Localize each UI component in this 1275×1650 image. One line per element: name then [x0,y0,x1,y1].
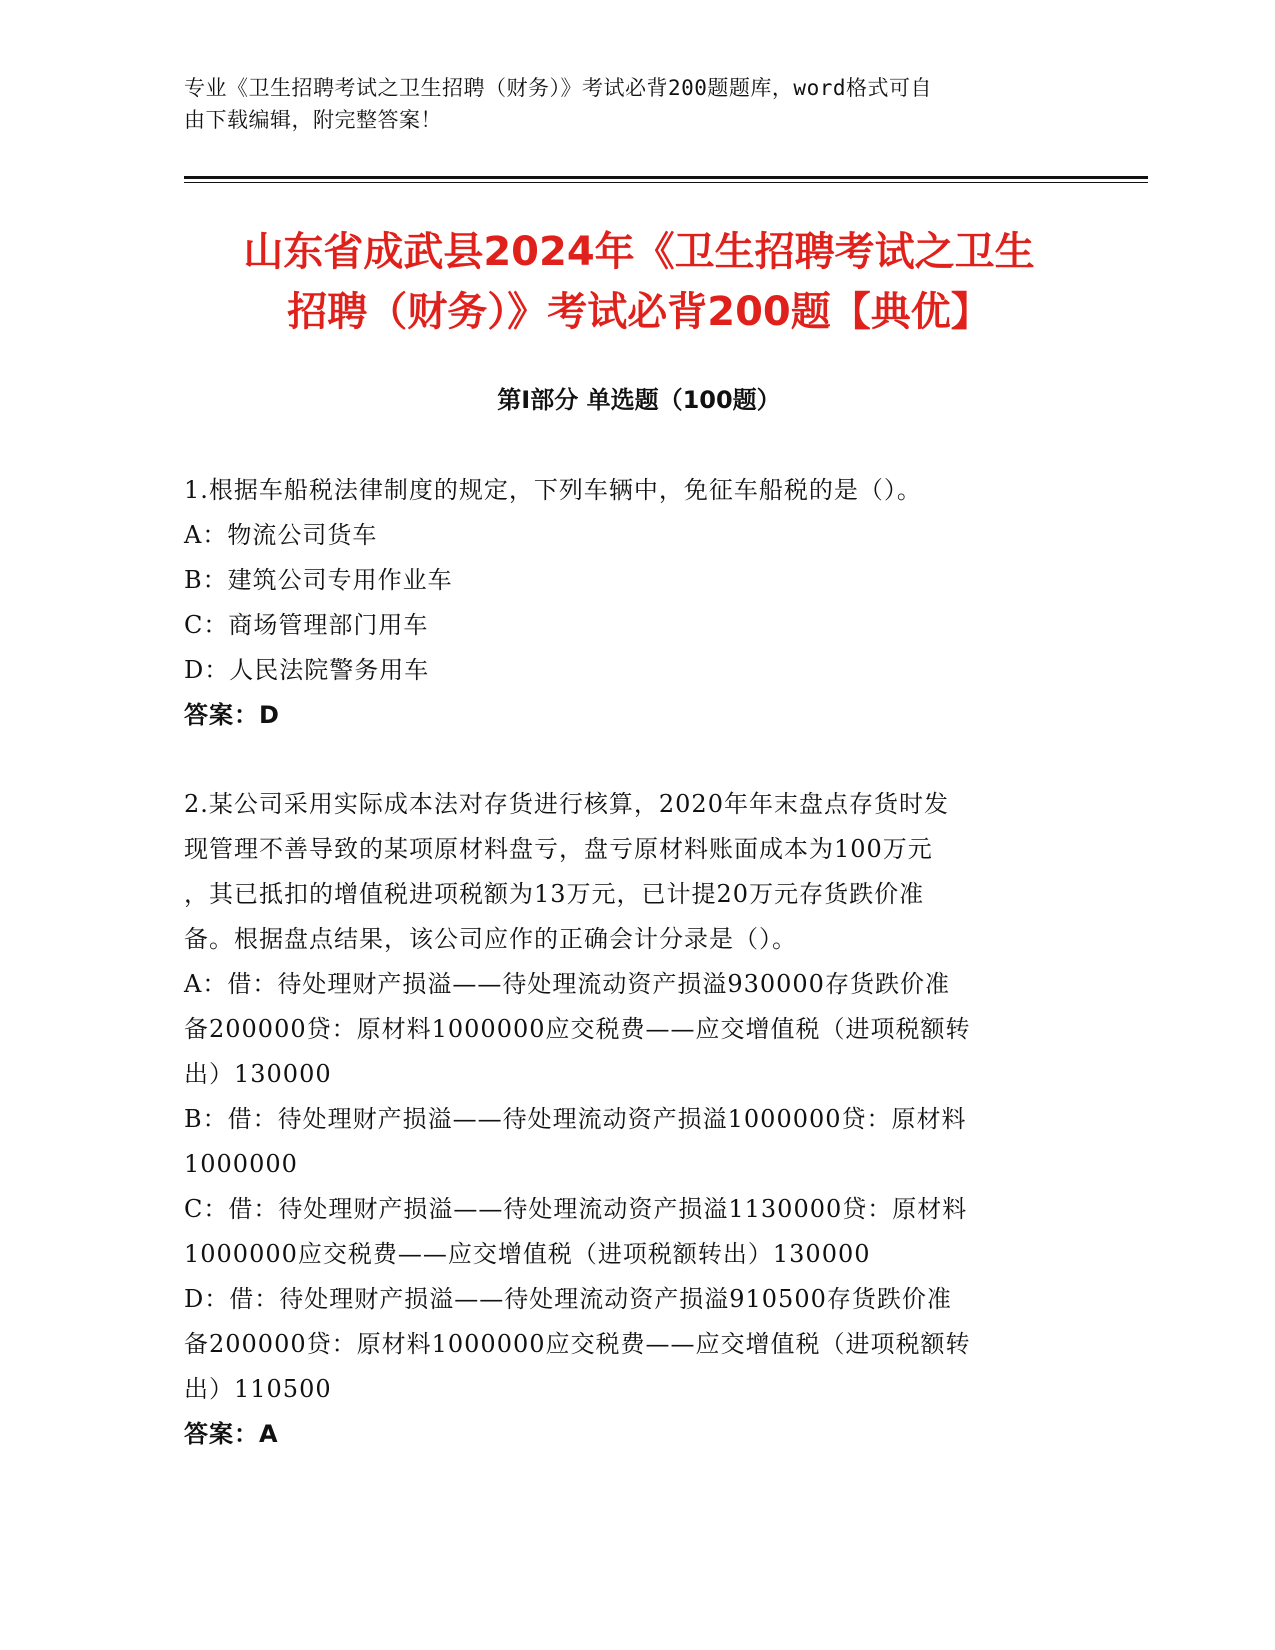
option-c: C：商场管理部门用车 [184,611,429,639]
option-d-line: 备200000贷：原材料1000000应交税费——应交增值税（进项税额转 [184,1330,971,1358]
document-title-line-1: 山东省成武县2024年《卫生招聘考试之卫生 [243,229,1035,275]
header-note-line-2: 由下载编辑，附完整答案！ [184,108,442,132]
answer-label: 答案：D [184,701,280,729]
document-title-line-2: 招聘（财务）》考试必背200题【典优】 [287,289,991,335]
option-a-line: 出）130000 [184,1060,332,1088]
header-note-line-1: 专业《卫生招聘考试之卫生招聘（财务）》考试必背200题题库，word格式可自 [184,76,932,100]
option-a-line: A：借：待处理财产损溢——待处理流动资产损溢930000存货跌价准 [184,970,950,998]
option-a-line: 备200000贷：原材料1000000应交税费——应交增值税（进项税额转 [184,1015,971,1043]
header-note [184,72,1064,136]
option-c-line: 1000000应交税费——应交增值税（进项税额转出）130000 [184,1240,871,1268]
option-b-line: B：借：待处理财产损溢——待处理流动资产损溢1000000贷：原材料 [184,1105,967,1133]
answer-label: 答案：A [184,1420,279,1448]
header-divider-thick [184,176,1148,179]
question-stem-line: 2.某公司采用实际成本法对存货进行核算，2020年年末盘点存货时发 [184,790,949,818]
question-1 [184,468,1074,738]
option-b: B：建筑公司专用作业车 [184,566,453,594]
option-a: A：物流公司货车 [184,521,378,549]
option-c-line: C：借：待处理财产损溢——待处理流动资产损溢1130000贷：原材料 [184,1195,968,1223]
option-b-line: 1000000 [184,1150,298,1178]
header-divider-thin [184,182,1148,183]
section-heading: 第I部分 单选题（100题） [497,386,781,414]
option-d: D：人民法院警务用车 [184,656,430,684]
question-stem-line: 备。根据盘点结果，该公司应作的正确会计分录是（）。 [184,925,797,953]
question-stem-line: ，其已抵扣的增值税进项税额为13万元，已计提20万元存货跌价准 [184,880,925,908]
document-title [184,222,1094,342]
question-2 [184,782,1074,1457]
question-list [184,468,1074,1501]
question-stem-line: 现管理不善导致的某项原材料盘亏，盘亏原材料账面成本为100万元 [184,835,933,863]
option-d-line: 出）110500 [184,1375,332,1403]
option-d-line: D：借：待处理财产损溢——待处理流动资产损溢910500存货跌价准 [184,1285,952,1313]
question-stem-line: 1.根据车船税法律制度的规定，下列车辆中，免征车船税的是（）。 [184,476,922,504]
